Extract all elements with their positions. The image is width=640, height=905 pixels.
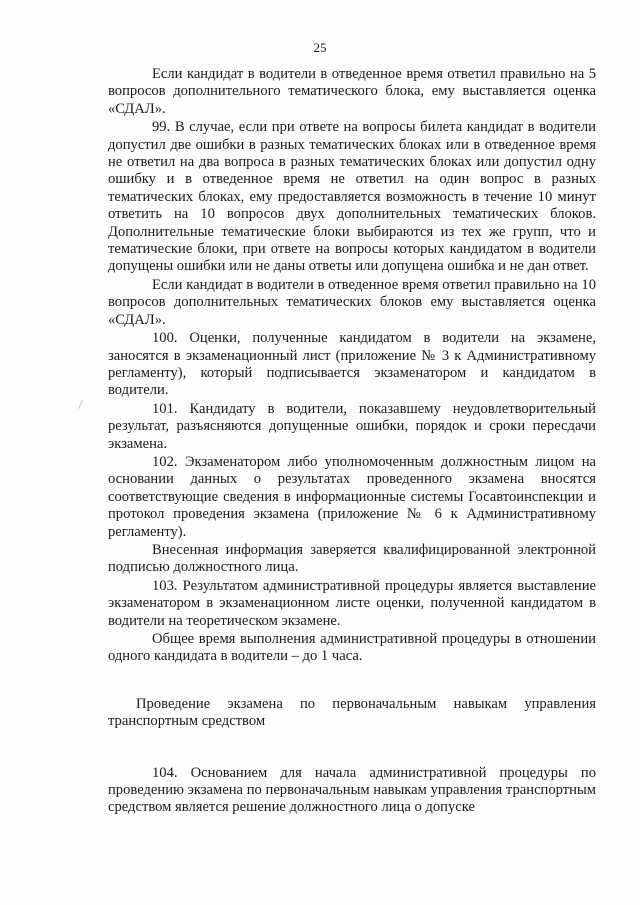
page-number: 25 [313,40,327,55]
paragraph-8: 103. Результатом административной процедуры является выставление экзаменатором в экзаменационном листе оценки, полученной кандидатом в водители на теоретическом экзамене. [108,577,596,629]
section-heading: Проведение экзамена по первоначальным навыкам управления транспортным средством [108,695,596,730]
paragraph-2: 99. В случае, если при ответе на вопросы билета кандидат в водители допустил две ошибки в разных тематических блоках или в отведенное время не ответил на два вопроса в разных тематических блоках или допустил одну ошибку и в отведенное время не ответил на один вопрос в разных тематических блоках, ему предоставляется возможность в течение 10 минут ответить на 10 вопросов двух дополнительных тематических блоков. Дополнительные тематические блоки выбираются из тех же групп, что и тематические блоки, при ответе на вопросы которых кандидатом в водители допущены ошибки или не даны ответы или допущена ошибка и не дан ответ. [108,119,596,275]
paragraph-5: 101. Кандидату в водители, показавшему неудовлетворительный результат, разъясняются допущенные ошибки, порядок и сроки пересдачи экзамена. [108,400,596,452]
paragraph-10: 104. Основанием для начала административной процедуры по проведению экзамена по первоначальным навыкам управления транспортным средством является решение должностного лица о допуске [108,764,596,816]
paragraph-6: 102. Экзаменатором либо уполномоченным должностным лицом на основании данных о результатах проведенного экзамена вносятся соответствующие сведения в информационные системы Госавтоинспекции и протокол проведения экзамена (приложение № 6 к Административному регламенту). [108,453,596,540]
document-body [108,66,596,817]
paragraph-4: 100. Оценки, полученные кандидатом в водители на экзамене, заносятся в экзаменационный лист (приложение № 3 к Административному регламенту), который подписывается экзаменатором и кандидатом в водители. [108,330,596,399]
paragraph-1: Если кандидат в водители в отведенное время ответил правильно на 5 вопросов дополнительного тематического блока, ему выставляется оценка «СДАЛ». [108,66,596,117]
paragraph-9: Общее время выполнения административной процедуры в отношении одного кандидата в водители – до 1 часа. [108,631,596,665]
scan-mark [78,400,83,409]
paragraph-3: Если кандидат в водители в отведенное время ответил правильно на 10 вопросов дополнительных тематических блоков ему выставляется оценка «СДАЛ». [108,276,596,328]
paragraph-7: Внесенная информация заверяется квалифицированной электронной подписью должностного лица. [108,541,596,576]
